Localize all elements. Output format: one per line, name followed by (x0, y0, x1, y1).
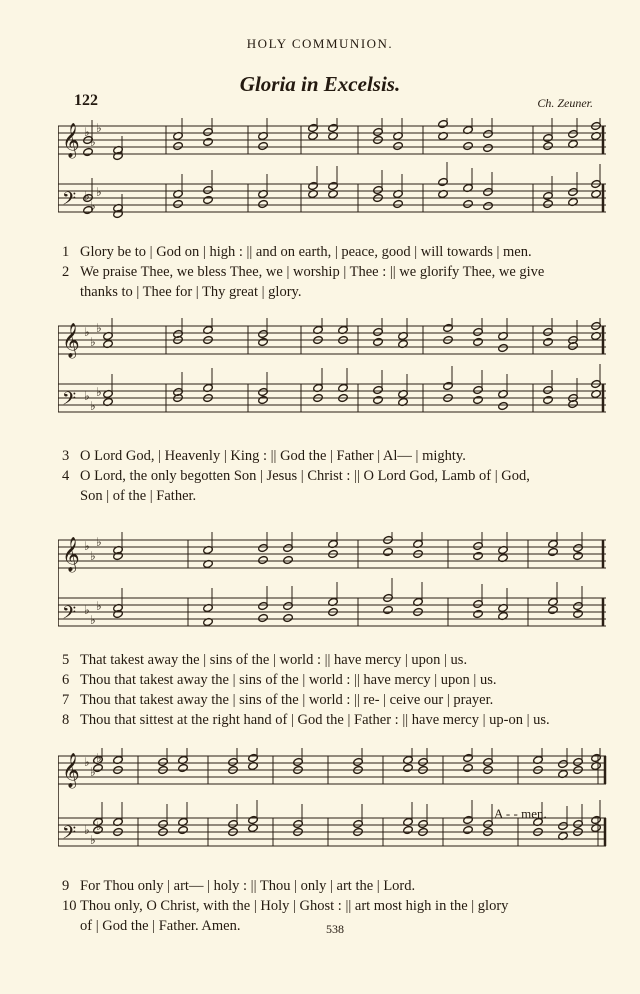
flat-icon: ♭ (96, 385, 102, 399)
half-note-head (463, 199, 474, 208)
bass-clef-icon: 𝄢 (62, 823, 77, 848)
bass-clef-icon: 𝄢 (62, 603, 77, 628)
flat-icon: ♭ (84, 389, 90, 403)
verse-3: 3 O Lord God, | Heavenly | King : || God the | Father | Al— | mighty. (62, 448, 466, 464)
bass-clef-icon: 𝄢 (62, 389, 77, 414)
verse-7: 7 Thou that takest away the | sins of the | world : || re- | ceive our | prayer. (62, 692, 494, 708)
verse-8: 8 Thou that sittest at the right hand of | God the | Father : || have mercy | up-on | us. (62, 712, 550, 728)
half-note-head (383, 605, 394, 614)
half-note-head (473, 609, 484, 618)
half-note-head (548, 605, 559, 614)
flat-icon: ♭ (96, 121, 102, 135)
half-note-head (403, 763, 414, 772)
flat-icon: ♭ (84, 603, 90, 617)
half-note-head (258, 337, 269, 346)
half-note-head (258, 141, 269, 150)
half-note-head (393, 199, 404, 208)
music-system-2-notation (58, 318, 610, 436)
page-number: 538 (326, 922, 344, 936)
verse-block-1 (62, 242, 622, 302)
flat-icon: ♭ (96, 751, 102, 765)
flat-icon: ♭ (90, 613, 96, 627)
flat-icon: ♭ (90, 833, 96, 847)
flat-icon: ♭ (84, 189, 90, 203)
flat-icon: ♭ (90, 199, 96, 213)
hymn-title: Gloria in Excelsis. (239, 72, 401, 96)
half-note-head (373, 395, 384, 404)
half-note-head (178, 825, 189, 834)
flat-icon: ♭ (90, 399, 96, 413)
music-system-3 (58, 532, 610, 642)
verse-5: 5 That takest away the | sins of the | world : || have mercy | upon | us. (62, 652, 468, 668)
half-note-head (543, 141, 554, 150)
verse-2: 2 We praise Thee, we bless Thee, we | worship | Thee : || we glorify Thee, we give (62, 264, 545, 280)
half-note-head (543, 199, 554, 208)
half-note-head (283, 613, 294, 622)
half-note-head (173, 199, 184, 208)
half-note-head (473, 395, 484, 404)
treble-clef-icon: 𝄞 (62, 123, 80, 158)
flat-icon: ♭ (90, 335, 96, 349)
half-note-head (258, 395, 269, 404)
half-note-head (463, 763, 474, 772)
flat-icon: ♭ (96, 599, 102, 613)
amen-lyric: A - - men. (494, 806, 547, 821)
flat-icon: ♭ (96, 819, 102, 833)
half-note-head (178, 763, 189, 772)
half-note-head (463, 825, 474, 834)
verse-6: 6 Thou that takest away the | sins of the | world : || have mercy | upon | us. (62, 672, 497, 688)
bass-clef-icon: 𝄢 (62, 189, 77, 214)
flat-icon: ♭ (90, 765, 96, 779)
half-note-head (483, 201, 494, 210)
half-note-head (283, 555, 294, 564)
flat-icon: ♭ (84, 125, 90, 139)
half-note-head (473, 337, 484, 346)
flat-icon: ♭ (84, 539, 90, 553)
flat-icon: ♭ (96, 535, 102, 549)
flat-icon: ♭ (84, 823, 90, 837)
half-note-head (543, 395, 554, 404)
treble-clef-icon: 𝄞 (62, 753, 80, 788)
verse-block-3 (62, 650, 622, 730)
half-note-head (498, 401, 509, 410)
half-note-head (258, 555, 269, 564)
flat-icon: ♭ (90, 135, 96, 149)
flat-icon: ♭ (96, 321, 102, 335)
music-system-3-notation (58, 532, 610, 642)
half-note-head (203, 137, 214, 146)
half-note-head (258, 613, 269, 622)
treble-clef-icon: 𝄞 (62, 323, 80, 358)
half-note-head (393, 141, 404, 150)
music-system-1 (58, 118, 610, 236)
verse-4-continuation: Son | of the | Father. (80, 488, 197, 504)
half-note-head (473, 551, 484, 560)
verse-10: 10 Thou only, O Christ, with the | Holy | Ghost : || art most high in the | glory (62, 898, 509, 914)
half-note-head (83, 205, 94, 214)
flat-icon: ♭ (90, 549, 96, 563)
flat-icon: ♭ (96, 185, 102, 199)
half-note-head (203, 195, 214, 204)
treble-clef-icon: 𝄞 (62, 537, 80, 572)
hymn-number: 122 (74, 92, 98, 109)
verse-4: 4 O Lord, the only begotten Son | Jesus | Christ : || O Lord God, Lamb of | God, (62, 468, 530, 484)
verse-10-continuation: of | God the | Father. Amen. (80, 918, 241, 934)
flat-icon: ♭ (84, 755, 90, 769)
verse-2-continuation: thanks to | Thee for | Thy great | glory. (80, 284, 302, 300)
half-note-head (383, 547, 394, 556)
half-note-head (403, 825, 414, 834)
half-note-head (543, 337, 554, 346)
half-note-head (173, 141, 184, 150)
composer-credit: Ch. Zeuner. (537, 96, 593, 110)
half-note-head (573, 609, 584, 618)
half-note-head (258, 199, 269, 208)
flat-icon: ♭ (84, 325, 90, 339)
half-note-head (548, 547, 559, 556)
running-head: HOLY COMMUNION. (246, 36, 394, 51)
half-note-head (83, 147, 94, 156)
music-system-1-notation (58, 118, 610, 236)
verse-9: 9 For Thou only | art— | holy : || Thou | only | art the | Lord. (62, 878, 416, 894)
half-note-head (483, 143, 494, 152)
verse-block-2 (62, 446, 622, 506)
half-note-head (373, 337, 384, 346)
half-note-head (573, 551, 584, 560)
music-system-2 (58, 318, 610, 436)
half-note-head (498, 343, 509, 352)
verse-1: 1 Glory be to | God on | high : || and on earth, | peace, good | will towards | men. (62, 244, 532, 260)
half-note-head (463, 141, 474, 150)
